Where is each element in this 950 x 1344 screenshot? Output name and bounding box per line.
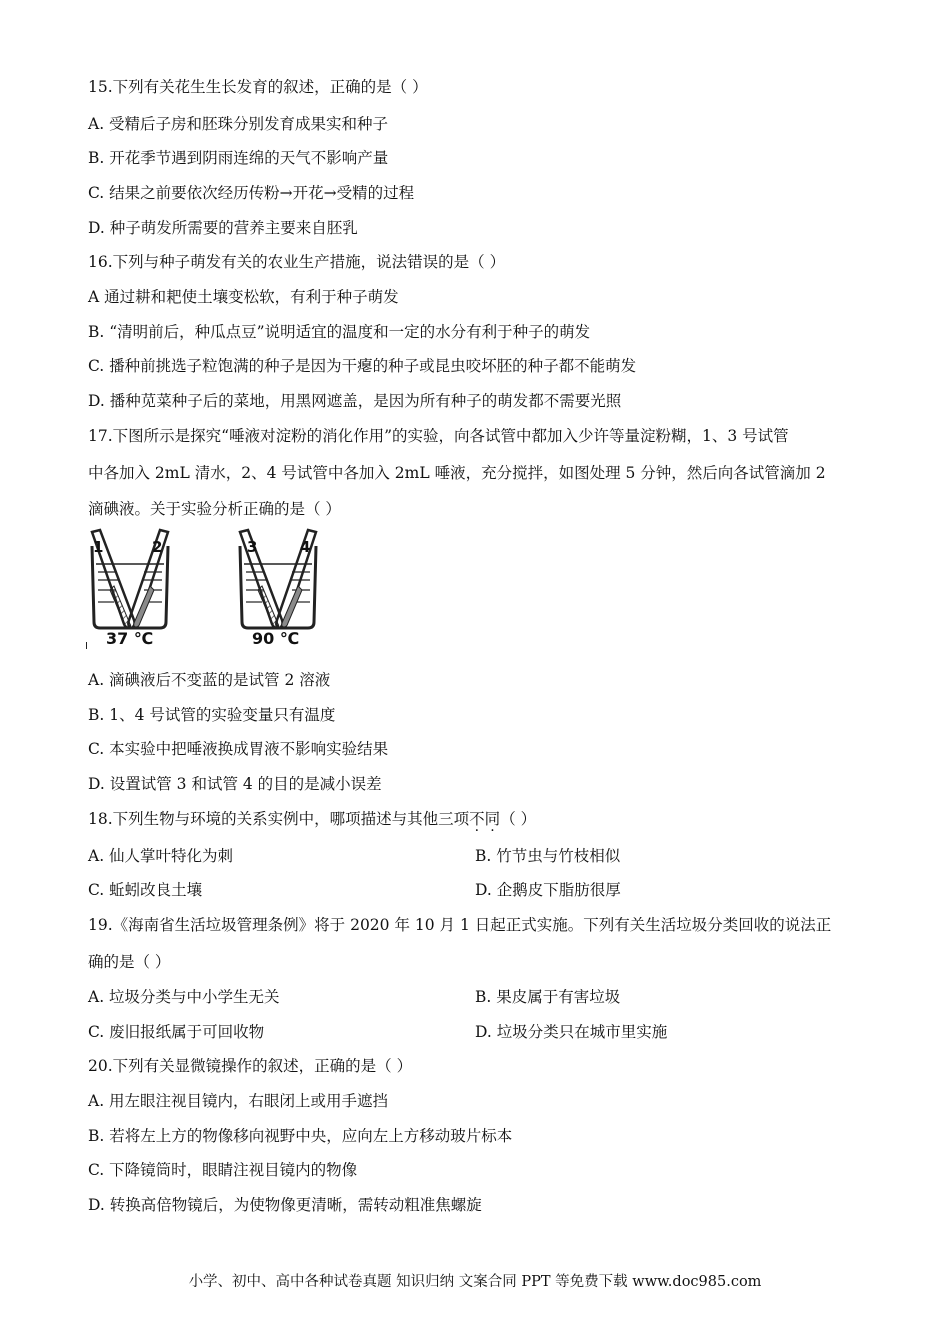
q20-option-d: D. 转换高倍物镜后，为使物像更清晰，需转动粗准焦螺旋	[88, 1196, 482, 1214]
q18-option-a: A. 仙人掌叶特化为刺	[88, 847, 234, 865]
q16-option-a: A 通过耕和耙使土壤变松软，有利于种子萌发	[88, 288, 399, 306]
q19-option-a: A. 垃圾分类与中小学生无关	[88, 988, 280, 1006]
q19-option-b: B. 果皮属于有害垃圾	[475, 988, 621, 1006]
q18-stem	[88, 807, 536, 829]
q15-option-c: C. 结果之前要依次经历传粉→开花→受精的过程	[88, 184, 415, 202]
q16-option-b: B. “清明前后，种瓜点豆”说明适宜的温度和一定的水分有利于种子的萌发	[88, 323, 591, 341]
q15-option-a: A. 受精后子房和胚珠分别发育成果实和种子	[88, 115, 389, 133]
q17-stem-line1: 17.下图所示是探究“唾液对淀粉的消化作用”的实验，向各试管中都加入少许等量淀粉糊，1、3 号试管	[88, 427, 789, 445]
tube-label-3: 3	[247, 538, 258, 556]
q20-option-b: B. 若将左上方的物像移向视野中央，应向左上方移动玻片标本	[88, 1127, 513, 1145]
temperature-label-37: 37 ℃	[106, 629, 154, 648]
q16-option-d: D. 播种苋菜种子后的菜地，用黑网遮盖，是因为所有种子的萌发都不需要光照	[88, 392, 622, 410]
q17-stem-line2: 中各加入 2mL 清水，2、4 号试管中各加入 2mL 唾液，充分搅拌，如图处理 5 分钟，然后向各试管滴加 2	[88, 464, 826, 482]
q19-option-d: D. 垃圾分类只在城市里实施	[475, 1023, 668, 1041]
q17-option-b: B. 1、4 号试管的实验变量只有温度	[88, 706, 336, 724]
q16-stem: 16.下列与种子萌发有关的农业生产措施，说法错误的是（ ）	[88, 253, 506, 271]
tube-label-2: 2	[152, 538, 163, 556]
tube-label-4: 4	[300, 538, 311, 556]
q18-option-c: C. 蚯蚓改良土壤	[88, 881, 203, 899]
q19-stem-line2: 确的是（ ）	[88, 953, 171, 971]
q20-option-c: C. 下降镜筒时，眼睛注视目镜内的物像	[88, 1161, 358, 1179]
emphasis-char-1: 不	[469, 810, 485, 828]
page-footer: 小学、初中、高中各种试卷真题 知识归纳 文案合同 PPT 等免费下载 www.doc985.com	[188, 1274, 762, 1290]
q15-stem: 15.下列有关花生生长发育的叙述，正确的是（ ）	[88, 78, 428, 96]
q18-stem-bracket: （ ）	[500, 810, 537, 828]
q19-option-c: C. 废旧报纸属于可回收物	[88, 1023, 265, 1041]
q16-option-c: C. 播种前挑选子粒饱满的种子是因为干瘪的种子或昆虫咬坏胚的种子都不能萌发	[88, 357, 637, 375]
temperature-label-90: 90 ℃	[252, 629, 300, 648]
tube-label-1: 1	[93, 538, 104, 556]
q20-option-a: A. 用左眼注视目镜内，右眼闭上或用手遮挡	[88, 1092, 389, 1110]
q17-option-d: D. 设置试管 3 和试管 4 的目的是减小误差	[88, 775, 382, 793]
q15-option-b: B. 开花季节遇到阴雨连绵的天气不影响产量	[88, 149, 389, 167]
emphasis-char-2: 同	[484, 810, 501, 828]
q20-stem: 20.下列有关显微镜操作的叙述，正确的是（ ）	[88, 1057, 413, 1075]
q15-option-d: D. 种子萌发所需要的营养主要来自胚乳	[88, 219, 358, 237]
q19-stem-line1: 19.《海南省生活垃圾管理条例》将于 2020 年 10 月 1 日起正式实施。下列有关生活垃圾分类回收的说法正	[88, 916, 832, 934]
q17-option-a: A. 滴碘液后不变蓝的是试管 2 溶液	[88, 671, 331, 689]
q17-option-c: C. 本实验中把唾液换成胃液不影响实验结果	[88, 740, 389, 758]
q17-stem-line3: 滴碘液。关于实验分析正确的是（ ）	[88, 500, 341, 518]
q18-stem-text: 18.下列生物与环境的关系实例中，哪项描述与其他三项	[88, 810, 470, 828]
experiment-figure	[86, 528, 336, 652]
q18-option-d: D. 企鹅皮下脂肪很厚	[475, 881, 621, 899]
q18-option-b: B. 竹节虫与竹枝相似	[475, 847, 621, 865]
figure-mark	[86, 642, 87, 649]
